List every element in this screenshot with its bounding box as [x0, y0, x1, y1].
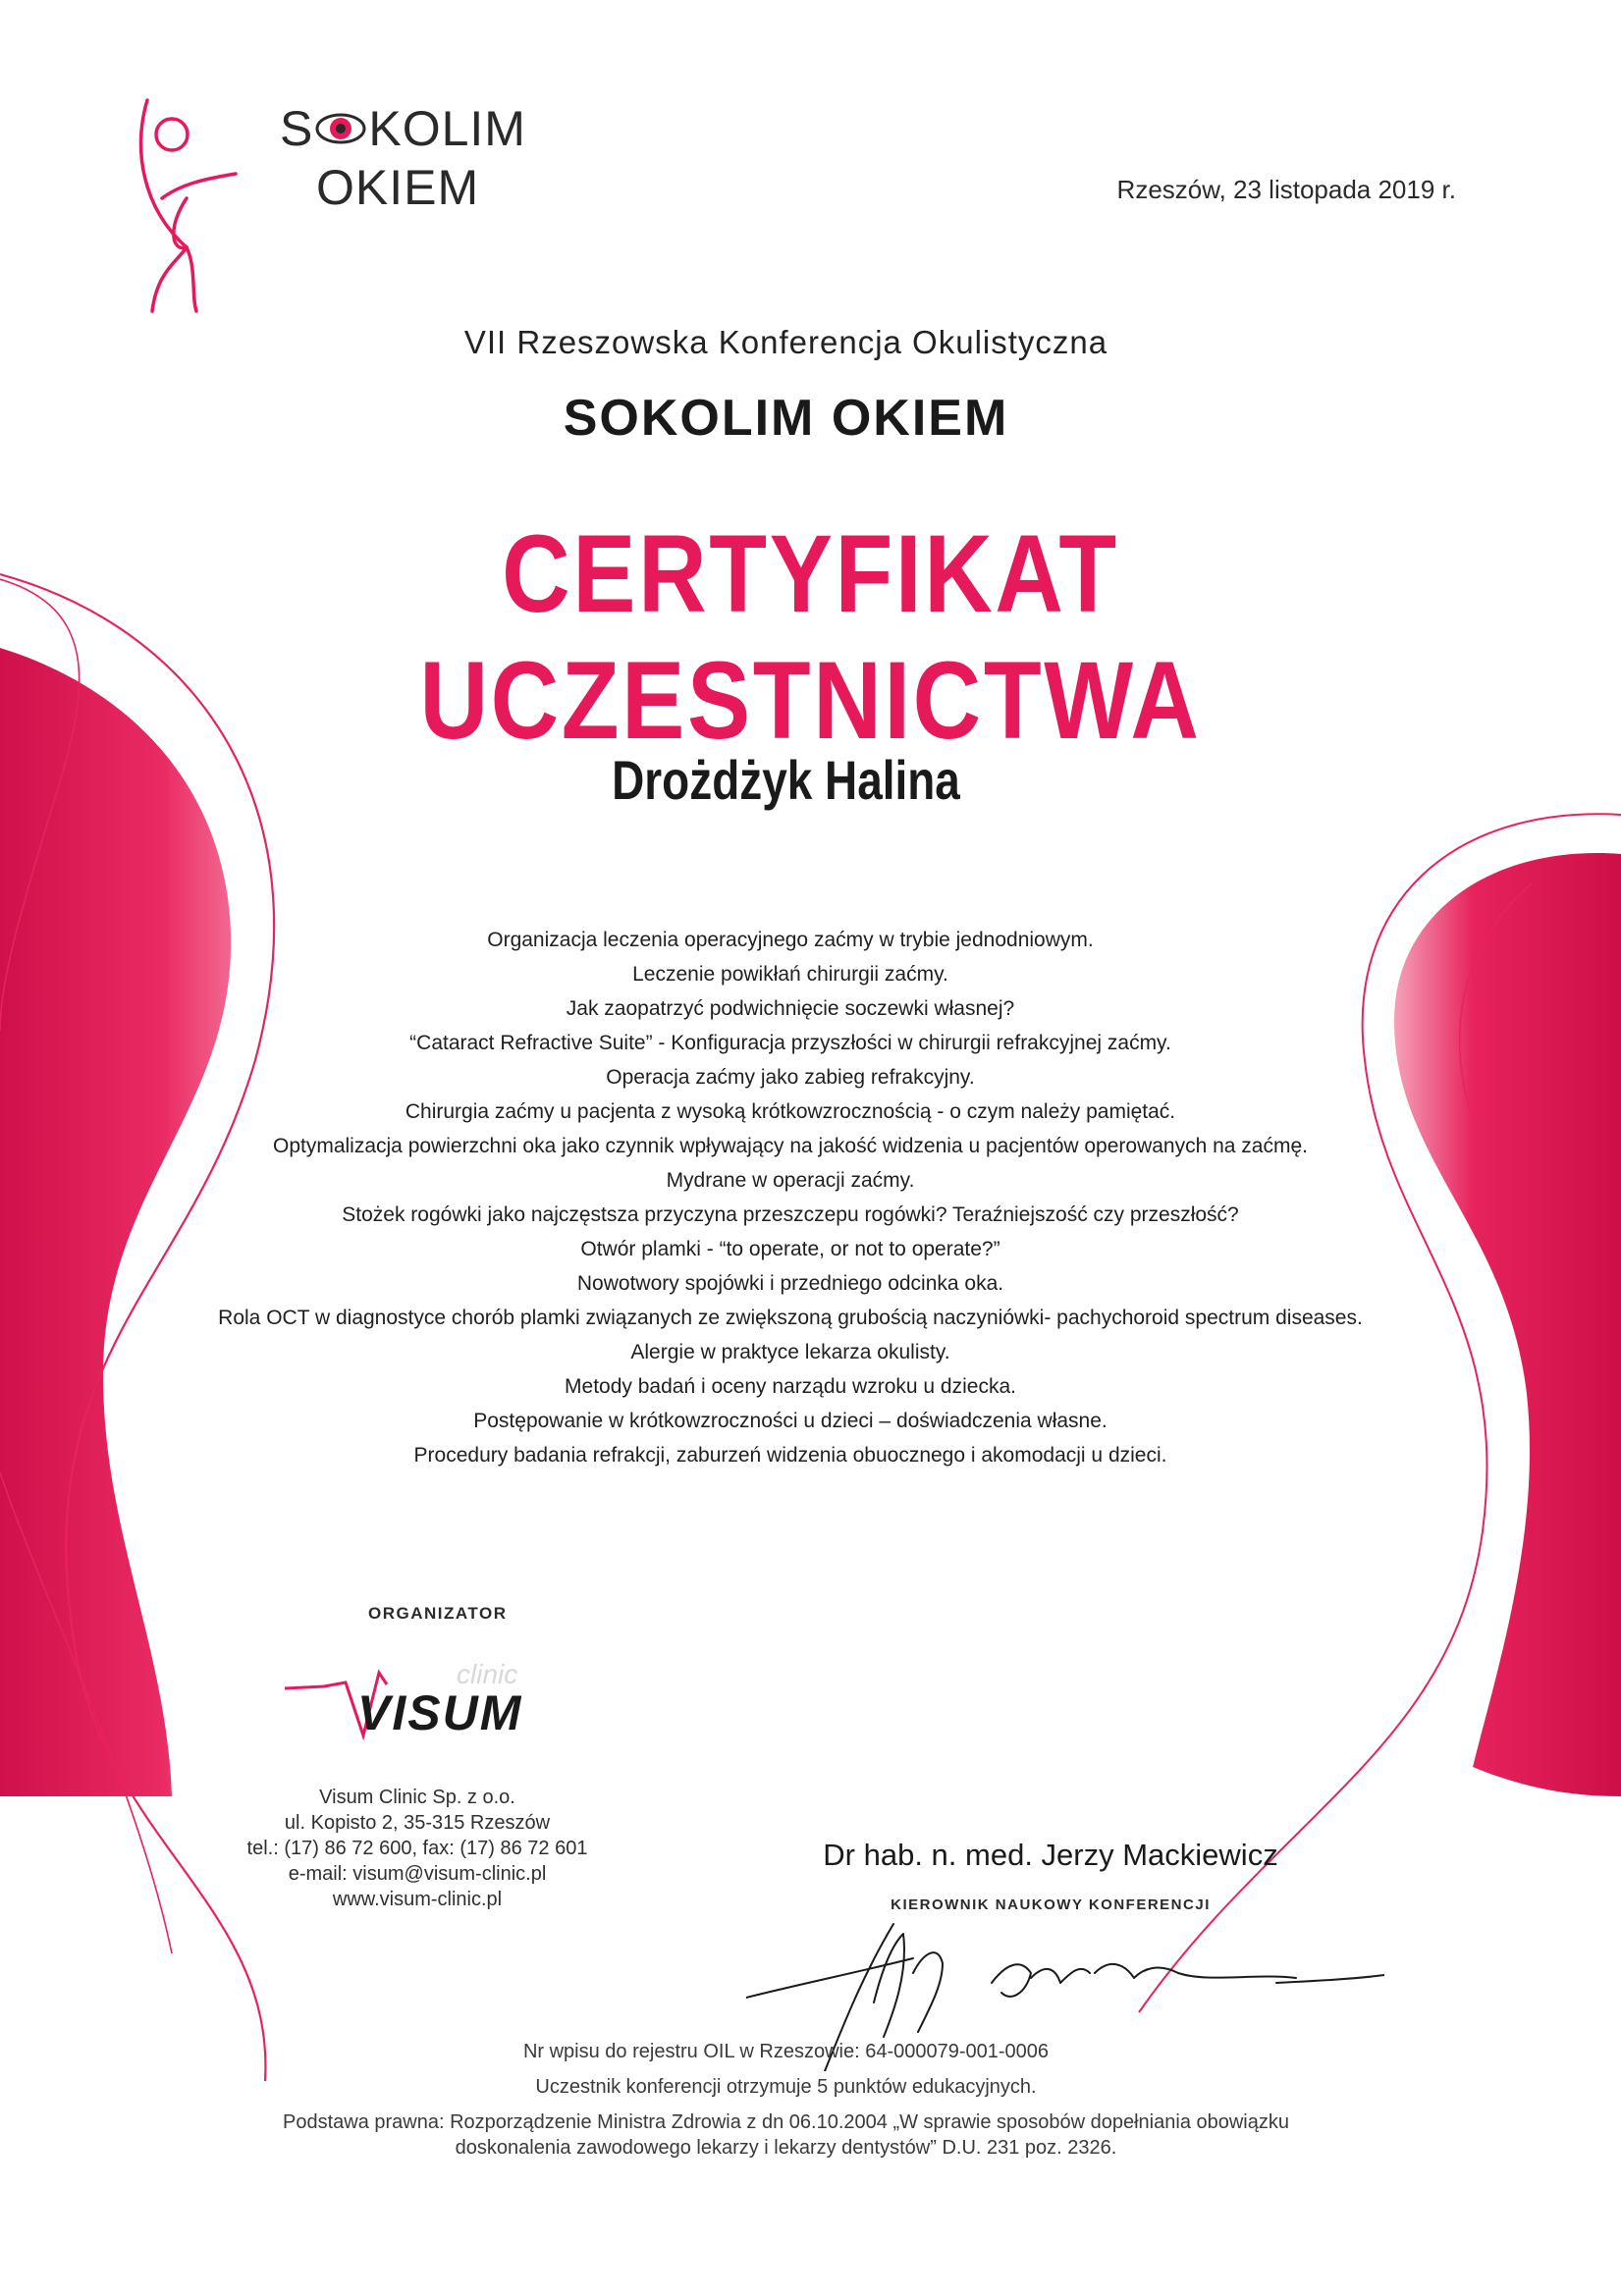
signatory-role: KIEROWNIK NAUKOWY KONFERENCJI — [891, 1896, 1211, 1913]
registry-number: Nr wpisu do rejestru OIL w Rzeszowie: 64-000079-001-0006 — [522, 2041, 1050, 2062]
organizer-email: e-mail: visum@visum-clinic.pl — [288, 1863, 547, 1885]
logo-text-line1: S KOLIM — [280, 101, 526, 156]
visum-clinic-logo — [285, 1659, 550, 1747]
issue-date: Rzeszów, 23 listopada 2019 r. — [1116, 175, 1456, 204]
topics-list — [147, 923, 1433, 1472]
topic-item: Organizacja leczenia operacyjnego zaćmy w trybie jednodniowym. — [487, 929, 1094, 951]
organizer-website: www.visum-clinic.pl — [332, 1889, 503, 1910]
legal-basis-line1: Podstawa prawna: Rozporządzenie Ministra Zdrowia z dn 06.10.2004 „W sprawie sposobów dopełniania obowiązku — [282, 2111, 1289, 2133]
topic-item: Jak zaopatrzyć podwichnięcie soczewki własnej? — [566, 997, 1015, 1020]
topic-item: Stożek rogówki jako najczęstsza przyczyna przeszczepu rogówki? Teraźniejszość czy przeszłość? — [342, 1203, 1239, 1226]
topic-item: Leczenie powikłań chirurgii zaćmy. — [632, 963, 948, 986]
visum-logo-text: VISUM — [357, 1685, 523, 1740]
organizer-company: Visum Clinic Sp. z o.o. — [319, 1787, 515, 1808]
conference-name: SOKOLIM OKIEM — [563, 390, 1009, 447]
conference-subtitle: VII Rzeszowska Konferencja Okulistyczna — [463, 324, 1108, 360]
sokolim-okiem-logo — [128, 90, 540, 326]
signatory-name: Dr hab. n. med. Jerzy Mackiewicz — [823, 1838, 1278, 1872]
eye-icon — [315, 109, 366, 148]
topic-item: Rola OCT w diagnostyce chorób plamki związanych ze zwiększoną grubością naczyniówki- pachychoroid spectrum diseases. — [218, 1307, 1363, 1329]
topic-item: Alergie w praktyce lekarza okulisty. — [630, 1341, 950, 1363]
organizer-label: ORGANIZATOR — [368, 1604, 508, 1623]
topic-item: Procedury badania refrakcji, zaburzeń widzenia obuocznego i akomodacji u dzieci. — [413, 1444, 1167, 1467]
logo-text-line2: OKIEM — [316, 160, 480, 215]
organizer-details — [211, 1785, 623, 1912]
archer-figure-icon — [128, 90, 255, 316]
legal-basis-line2: doskonalenia zawodowego lekarzy i lekarzy dentystów” D.U. 231 poz. 2326. — [455, 2137, 1117, 2159]
topic-item: “Cataract Refractive Suite” - Konfiguracja przyszłości w chirurgii refrakcyjnej zaćmy. — [409, 1032, 1171, 1054]
organizer-address: ul. Kopisto 2, 35-315 Rzeszów — [284, 1812, 551, 1834]
topic-item: Nowotwory spojówki i przedniego odcinka oka. — [576, 1272, 1004, 1295]
topic-item: Operacja zaćmy jako zabieg refrakcyjny. — [606, 1066, 975, 1089]
topic-item: Mydrane w operacji zaćmy. — [666, 1169, 915, 1192]
topic-item: Chirurgia zaćmy u pacjenta z wysoką krótkowzrocznością - o czym należy pamiętać. — [405, 1100, 1176, 1123]
topic-item: Otwór plamki - “to operate, or not to operate?” — [580, 1238, 1000, 1260]
topic-item: Metody badań i oceny narządu wzroku u dziecka. — [565, 1375, 1016, 1398]
topic-item: Optymalizacja powierzchni oka jako czynnik wpływający na jakość widzenia u pacjentów operowanych na zaćmę. — [272, 1135, 1308, 1157]
certificate-title: CERTYFIKAT UCZESTNICTWA — [419, 512, 1202, 762]
participant-name: Drożdżyk Halina — [612, 749, 960, 811]
topic-item: Postępowanie w krótkowzroczności u dzieci – doświadczenia własne. — [473, 1410, 1108, 1432]
education-points: Uczestnik konferencji otrzymuje 5 punktów edukacyjnych. — [535, 2076, 1037, 2098]
visum-logo-sub: clinic — [457, 1659, 518, 1689]
organizer-phone: tel.: (17) 86 72 600, fax: (17) 86 72 601 — [246, 1838, 588, 1859]
